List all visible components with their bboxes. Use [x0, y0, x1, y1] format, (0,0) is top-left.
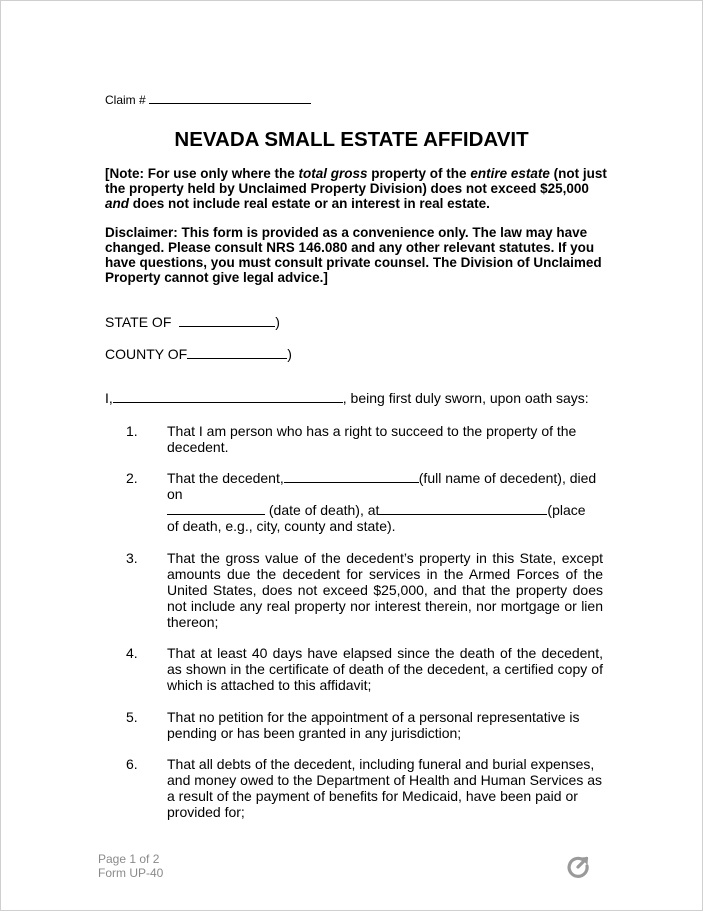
claim-blank — [149, 91, 311, 104]
item2-text-b: (full name of decedent), died — [418, 470, 597, 486]
affiant-name-blank — [113, 390, 343, 403]
decedent-name-blank — [284, 470, 419, 483]
list-item-text: That I am person who has a right to succeed to the property of the decedent. — [167, 423, 577, 455]
county-label: COUNTY OF — [105, 346, 188, 362]
oath-prefix: I, — [105, 390, 113, 406]
claim-number-line — [105, 91, 311, 107]
list-item-number: 4. — [126, 645, 138, 661]
note-text-3: (not just the property held by Unclaimed Property Division) does not exceed $25,000 — [105, 166, 607, 196]
list-item-number: 5. — [126, 709, 138, 725]
note-italic-1: total gross — [298, 166, 368, 181]
page-number: Page 1 of 2 — [98, 852, 160, 866]
claim-label: Claim # — [105, 93, 146, 107]
document-title: NEVADA SMALL ESTATE AFFIDAVIT — [174, 128, 529, 151]
disclaimer-paragraph: Disclaimer: This form is provided as a convenience only. The law may have changed. Please consult NRS 146.080 and any other relevant statutes. If you have questions, you must consult private counsel. The Division of Unclaimed Property cannot give legal advice.] — [105, 225, 602, 285]
item2-text-a: That the decedent, — [167, 470, 284, 486]
form-number: Form UP-40 — [98, 866, 164, 880]
state-label: STATE OF — [105, 314, 172, 330]
list-item-number: 6. — [126, 756, 138, 772]
county-of-line — [105, 346, 292, 362]
county-paren: ) — [287, 346, 292, 362]
item2-text-e: (place — [547, 502, 586, 518]
state-of-line — [105, 314, 280, 330]
state-paren: ) — [275, 314, 280, 330]
note-italic-3: and — [105, 196, 130, 211]
note-text-2: property of the — [367, 166, 471, 181]
list-item-number: 1. — [126, 423, 138, 439]
item2-text-f: of death, e.g., city, county and state). — [167, 518, 396, 534]
list-item-text: That the gross value of the decedent’s property in this State, except amounts due the decedent for services in the Armed Forces of the United States, does not exceed $25,000, and that the property does not include any real property nor interest therein, nor mortgage or lien thereon; — [167, 550, 603, 630]
list-item-number: 2. — [126, 470, 138, 486]
item2-text-d: (date of death), at — [265, 502, 380, 518]
list-item-text: That all debts of the decedent, including funeral and burial expenses, and money owed to the Department of Health and Human Services as a result of the payment of benefits for Medicaid, have been paid or provided for; — [167, 756, 603, 820]
note-text-1: [Note: For use only where the — [105, 166, 299, 181]
note-paragraph — [105, 166, 610, 211]
oath-suffix: , being first duly sworn, upon oath says: — [342, 390, 589, 406]
death-date-blank — [167, 502, 265, 515]
brand-logo-icon — [567, 854, 591, 878]
note-text-4: does not include real estate or an interest in real estate. — [129, 196, 490, 211]
note-italic-2: entire estate — [470, 166, 550, 181]
list-item-text — [167, 470, 603, 534]
oath-line — [105, 390, 589, 406]
page-footer — [98, 852, 163, 880]
list-item-text: That at least 40 days have elapsed since the death of the decedent, as shown in the certificate of death of the decedent, a certified copy of which is attached to this affidavit; — [167, 645, 603, 693]
item2-text-c: on — [167, 486, 183, 502]
list-item-number: 3. — [126, 550, 138, 566]
county-blank — [187, 346, 287, 359]
state-blank — [179, 314, 275, 327]
death-place-blank — [379, 502, 547, 515]
list-item-text: That no petition for the appointment of a personal representative is pending or has been granted in any jurisdiction; — [167, 709, 580, 741]
